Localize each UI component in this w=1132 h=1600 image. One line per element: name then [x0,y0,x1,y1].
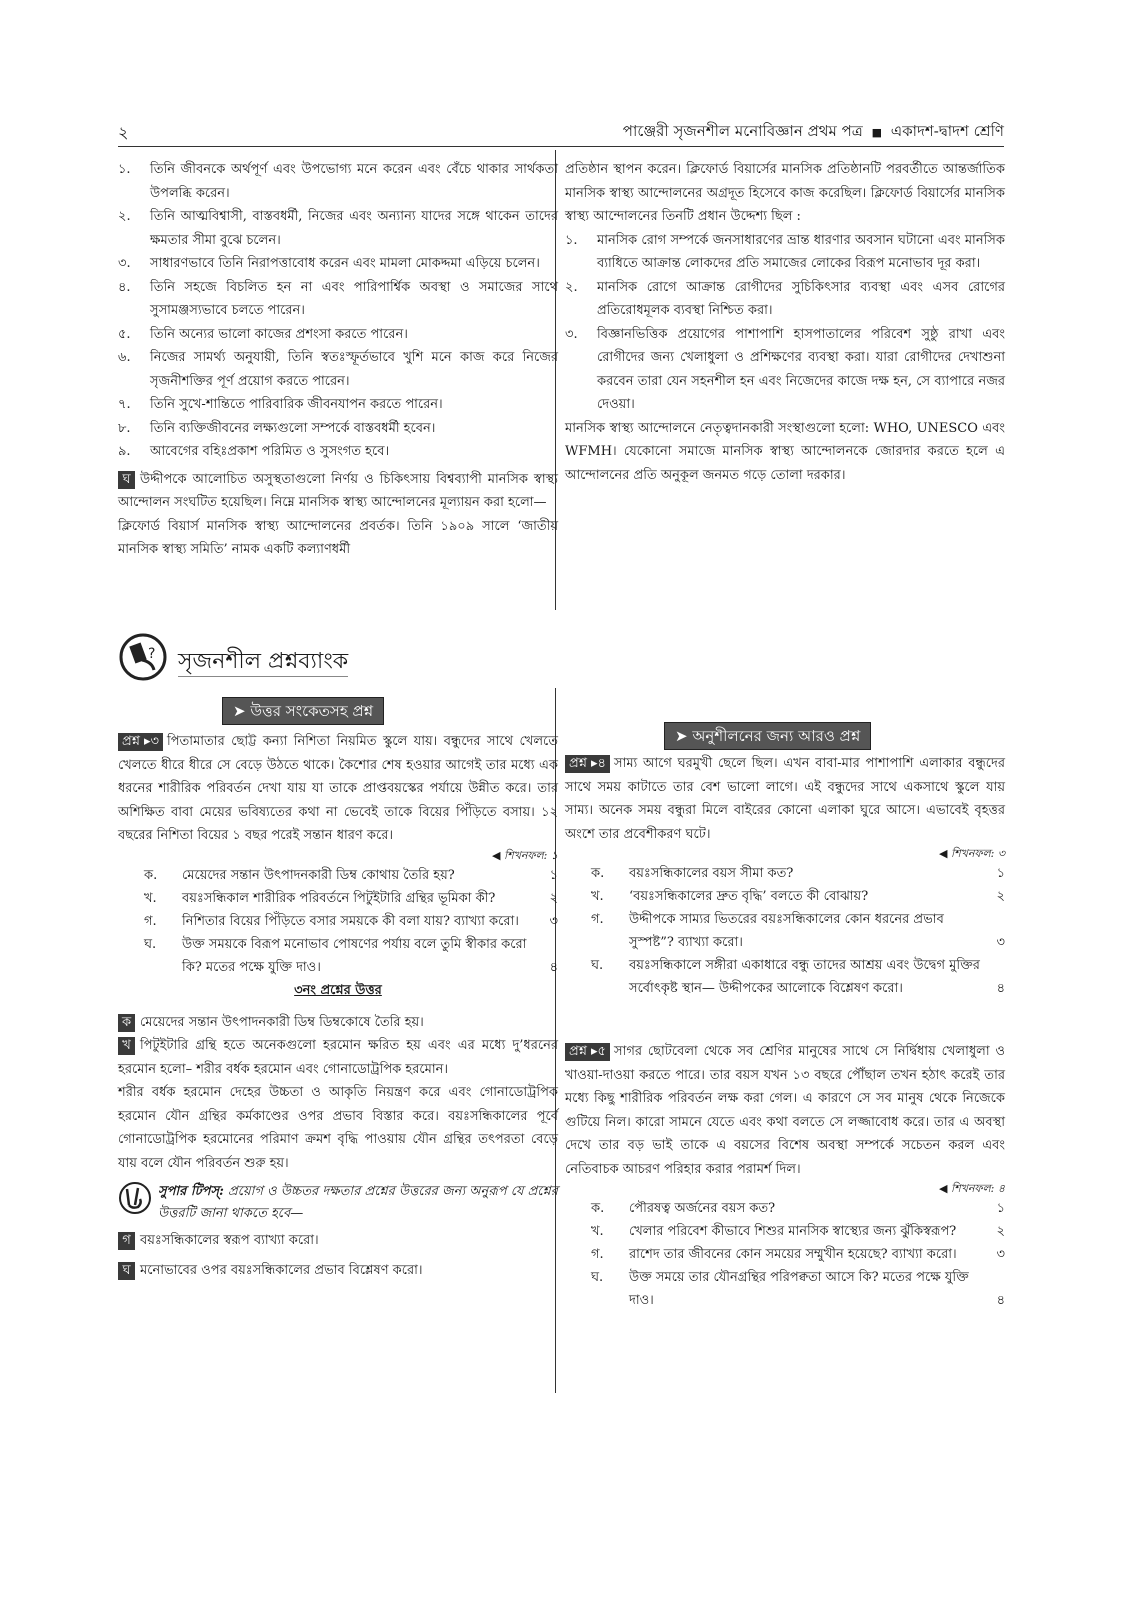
question-part: ঘ. উক্ত সময়কে বিরূপ মনোভাব পোষণের পর্যায় বলে তুমি স্বীকার করো কি? মতের পক্ষে যুক্তি দাও। ৪ [144,936,558,975]
super-tips [118,1181,558,1225]
question-part: খ. ‘বয়ঃসন্ধিকালের দ্রুত বৃদ্ধি’ বলতে কী বোঝায়? ২ [591,889,1005,904]
top-right-column [565,158,1005,487]
top-left-column [118,158,558,562]
class-label: একাদশ-দ্বাদশ শ্রেণি [890,122,1004,140]
question-5 [565,1040,1005,1312]
question-part: গ. নিশিতার বিয়ের পিঁড়িতে বসার সময়কে কী বলা যায়? ব্যাখ্যা করো। ৩ [144,913,558,929]
list-item: ৩. সাধারণভাবে তিনি নিরাপত্তাবোধ করেন এবং মামলা মোকদ্দমা এড়িয়ে চলেন। [118,256,540,271]
page-number: ২ [118,123,129,142]
list-item: ১. মানসিক রোগ সম্পর্কে জনসাধারণের ভ্রান্ত ধারণার অবসান ঘটানো এবং মানসিক ব্যাধিতে আক্রান্ত লোকদের প্রতি সমাজের লোকের বিরূপ মনোভাব দূর করা। [565,232,1005,271]
running-header [623,120,1004,145]
svg-text:?: ? [148,646,156,662]
answer-badge: ঘ [118,471,135,489]
question-badge: প্রশ্ন ▸৫ [565,1043,610,1061]
question-stem: প্রশ্ন ▸৫ সাগর ছোটবেলা থেকে সব শ্রেণির মানুষের সাথে সে নির্দ্বিধায় খেলাধুলা ও খাওয়া-দাওয়া করতে পারে। তার বয়স যখন ১৩ বছরে পৌঁছাল তখন হঠাৎ করেই তার মধ্যে কিছু শারীরিক পরিবর্তন লক্ষ করা গেল। এ কারণে সে সব মানুষ থেকে নিজেকে গুটিয়ে নিল। কারো সামনে যেতে এবং কথা বলতে সে লজ্জাবোধ করে। তার এ অবস্থা দেখে তার বড় ভাই তাকে এ বয়সের বিশেষ অবস্থা সম্পর্কে সচেতন করল এবং নেতিবাচক আচরণ পরিহার করার পরামর্শ দিল। [565,1044,1005,1177]
section-title-underline [178,676,348,677]
question-part: ক. মেয়েদের সন্তান উৎপাদনকারী ডিম্ব কোথায় তৈরি হয়? ১ [144,867,558,883]
list-item: ৫. তিনি অন্যের ভালো কাজের প্রশংসা করতে পারেন। [118,326,408,342]
beers-paragraph: ক্লিফোর্ড বিয়ার্স মানসিক স্বাস্থ্য আন্দোলনের প্রবর্তক। তিনি ১৯০৯ সালে ‘জাতীয় মানসিক স্বাস্থ্য সমিতি’ নামক একটি কল্যাণধর্মী [118,518,558,557]
closing-paragraph: মানসিক স্বাস্থ্য আন্দোলনে নেতৃত্বদানকারী সংস্থাগুলো হলো: WHO, UNESCO এবং WFMH। যেকোনো সমাজে মানসিক স্বাস্থ্য আন্দোলনকে জোরদার করতে হলে এ আন্দোলনের প্রতি অনুকূল জনমত গড়ে তোলা দরকার। [565,420,1005,483]
question-stem: প্রশ্ন ▸৩ পিতামাতার ছোট্ট কন্যা নিশিতা নিয়মিত স্কুলে যায়। বন্ধুদের সাথে খেলতে খেলতে ধীরে ধীরে সে বেড়ে উঠতে থাকে। কৈশোর শেষ হওয়ার আগেই তার মধ্যে এক ধরনের শারীরিক পরিবর্তন দেখা যায় যা তাকে প্রাপ্তবয়স্কের পর্যায়ে উন্নীত করে। তার অশিক্ষিত বাবা মেয়ের ভবিষ্যতের কথা না ভেবেই তাকে বিয়ের পিঁড়িতে বসায়। ১২ বছরের নিশিতা বিয়ের ১ বছর পরেই সন্তান ধারণ করে। [118,734,558,843]
learning-outcome: ◀ শিখনফল: ১ [492,848,558,862]
list-item: ৪. তিনি সহজে বিচলিত হন না এবং পারিপার্শ্বিক অবস্থা ও সমাজের সাথে সুসামঞ্জস্যভাবে চলতে পারেন। [118,279,558,318]
victory-hand-icon [118,1181,152,1215]
list-item: ৬. নিজের সামর্থ্য অনুযায়ী, তিনি স্বতঃস্ফূর্তভাবে খুশি মনে কাজ করে নিজের সৃজনীশক্তির পূর্ণ প্রয়োগ করতে পারেন। [118,350,558,389]
header-rule [118,146,1004,147]
answer-title: ৩নং প্রশ্নের উত্তর [294,982,382,998]
list-item: ২. মানসিক রোগে আক্রান্ত রোগীদের সুচিকিৎসার ব্যবস্থা এবং এসব রোগের প্রতিরোধমূলক ব্যবস্থা নিশ্চিত করা। [565,279,1005,318]
answer-kha-detail: শরীর বর্ধক হরমোন দেহের উচ্চতা ও আকৃতি নিয়ন্ত্রণ করে এবং গোনাডোট্রপিক হরমোন যৌন গ্রন্থির কর্মকাণ্ডের ওপর প্রভাব বিস্তার করে। বয়ঃসন্ধিকালের পূর্বে গোনাডোট্রপিক হরমোনের পরিমাণ ক্রমশ বৃদ্ধি পাওয়ায় যৌন গ্রন্থির তৎপরতা বেড়ে যায় বলে যৌন পরিবর্তন শুরু হয়। [118,1085,558,1171]
section-logo [118,632,168,682]
question-bank-icon [118,632,168,682]
practice-banner: ➤ অনুশীলনের জন্য আরও প্রশ্ন [664,722,871,750]
header-separator: ■ [871,126,882,139]
list-item: ১. তিনি জীবনকে অর্থপূর্ণ এবং উপভোগ্য মনে করেন এবং বেঁচে থাকার সার্থকতা উপলব্ধি করেন। [118,162,558,201]
question-4 [565,752,1005,1000]
book-title: পাঞ্জেরী সৃজনশীল মনোবিজ্ঞান প্রথম পত্র [622,122,863,140]
list-item: ৩. বিজ্ঞানভিত্তিক প্রয়োগের পাশাপাশি হাসপাতালের পরিবেশ সুষ্ঠু রাখা এবং রোগীদের জন্য খেলাধুলা ও প্রশিক্ষণের ব্যবস্থা করা। যারা রোগীদের দেখাশুনা করবেন তারা যেন সহনশীল হন এবং নিজেদের কাজে দক্ষ হন, সে ব্যাপারে নজর দেওয়া। [565,326,1005,412]
answer-hint-banner: ➤ উত্তর সংকেতসহ প্রশ্ন [222,697,384,725]
question-stem: প্রশ্ন ▸৪ সাম্য আগে ঘরমুখী ছেলে ছিল। এখন বাবা-মার পাশাপাশি এলাকার বন্ধুদের সাথে সময় কাটাতে তার বেশ ভালো লাগে। এই বন্ধুদের সাথে একসাথে স্কুলে যায় সাম্য। অনেক সময় বন্ধুরা মিলে বাইরের কোনো এলাকা ঘুরে আসে। এভাবেই বৃহত্তর অংশে তার প্রবেশীকরণ ঘটে। [565,756,1005,842]
question-badge: প্রশ্ন ▸৩ [118,733,163,751]
list-item: ৯. আবেগের বহিঃপ্রকাশ পরিমিত ও সুসংগত হবে। [118,444,390,459]
question-3 [118,730,558,1282]
answer-kha: খ পিটুইটারি গ্রন্থি হতে অনেকগুলো হরমোন ক্ষরিত হয় এবং এর মধ্যে দু’ধরনের হরমোন হলো– শরীর বর্ধক হরমোন এবং গোনাডোট্রপিক হরমোন। [118,1038,558,1077]
question-part: ঘ. উক্ত সময়ে তার যৌনগ্রন্থির পরিপক্বতা আসে কি? মতের পক্ষে যুক্তি দাও। ৪ [591,1270,1005,1308]
question-part: গ. উদ্দীপকে সাম্যর ভিতরের বয়ঃসন্ধিকালের কোন ধরনের প্রভাব সুস্পষ্ট”? ব্যাখ্যা করো। ৩ [591,912,1005,950]
question-part: ঘ. বয়ঃসন্ধিকালে সঙ্গীরা একাধারে বন্ধু তাদের আশ্রয় এবং উদ্বেগ মুক্তির সর্বোৎকৃষ্ট স্থান— উদ্দীপকের আলোকে বিশ্লেষণ করো। ৪ [591,958,1005,996]
tips-text: প্রয়োগ ও উচ্চতর দক্ষতার প্রশ্নের উত্তরের জন্য অনুরূপ যে প্রশ্নের উত্তরটি জানা থাকতে হবে— [158,1184,558,1221]
question-part: গ. রাশেদ তার জীবনের কোন সময়ের সম্মুখীন হয়েছে? ব্যাখ্যা করো। ৩ [591,1247,1005,1262]
answer-gha: ঘ মনোভাবের ওপর বয়ঃসন্ধিকালের প্রভাব বিশ্লেষণ করো। [118,1259,558,1283]
list-item: ২. তিনি আত্মবিশ্বাসী, বাস্তবধর্মী, নিজের এবং অন্যান্য যাদের সঙ্গে থাকেন তাদের ক্ষমতার সীমা বুঝে চলেন। [118,209,558,248]
learning-outcome: ◀ শিখনফল: ৪ [939,1182,1005,1195]
question-part: ক. পৌরষত্ব অর্জনের বয়স কত? ১ [591,1201,1005,1216]
healthy-traits-list [118,158,558,464]
question-part: ক. বয়ঃসন্ধিকালের বয়স সীমা কত? ১ [591,866,1005,881]
beers-intro: প্রতিষ্ঠান স্থাপন করেন। ক্লিফোর্ড বিয়ার্সের মানসিক প্রতিষ্ঠানটি পরবর্তীতে আন্তর্জাতিক মানসিক স্বাস্থ্য আন্দোলনের অগ্রদূত হিসেবে কাজ করেছিল। ক্লিফোর্ড বিয়ার্সের মানসিক স্বাস্থ্য আন্দোলনের তিনটি প্রধান উদ্দেশ্য ছিল : [565,162,1005,224]
answer-gha-paragraph: ঘ উদ্দীপকে আলোচিত অসুস্থতাগুলো নির্ণয় ও চিকিৎসায় বিশ্বব্যাপী মানসিক স্বাস্থ্য আন্দোলন সংঘটিত হয়েছিল। নিম্নে মানসিক স্বাস্থ্য আন্দোলনের মূল্যায়ন করা হলো— [118,471,558,510]
answer-ga: গ বয়ঃসন্ধিকালের স্বরূপ ব্যাখ্যা করো। [118,1229,558,1253]
answer-ka: ক মেয়েদের সন্তান উৎপাদনকারী ডিম্ব ডিম্বকোষে তৈরি হয়। [118,1011,558,1035]
list-item: ৭. তিনি সুখে-শান্তিতে পারিবারিক জীবনযাপন করতে পারেন। [118,397,443,412]
tips-label: সুপার টিপস্: [158,1184,224,1199]
question-part: খ. বয়ঃসন্ধিকাল শারীরিক পরিবর্তনে পিটুইটারি গ্রন্থির ভূমিকা কী? ২ [144,890,558,906]
question-part: খ. খেলার পরিবেশ কীভাবে শিশুর মানসিক স্বাস্থ্যের জন্য ঝুঁকিস্বরূপ? ২ [591,1224,1005,1239]
list-item: ৮. তিনি ব্যক্তিজীবনের লক্ষ্যগুলো সম্পর্কে বাস্তবধর্মী হবেন। [118,420,436,436]
question-badge: প্রশ্ন ▸৪ [565,755,610,773]
section-title: সৃজনশীল প্রশ্নব্যাংক [178,649,349,674]
learning-outcome: ◀ শিখনফল: ৩ [939,847,1005,860]
